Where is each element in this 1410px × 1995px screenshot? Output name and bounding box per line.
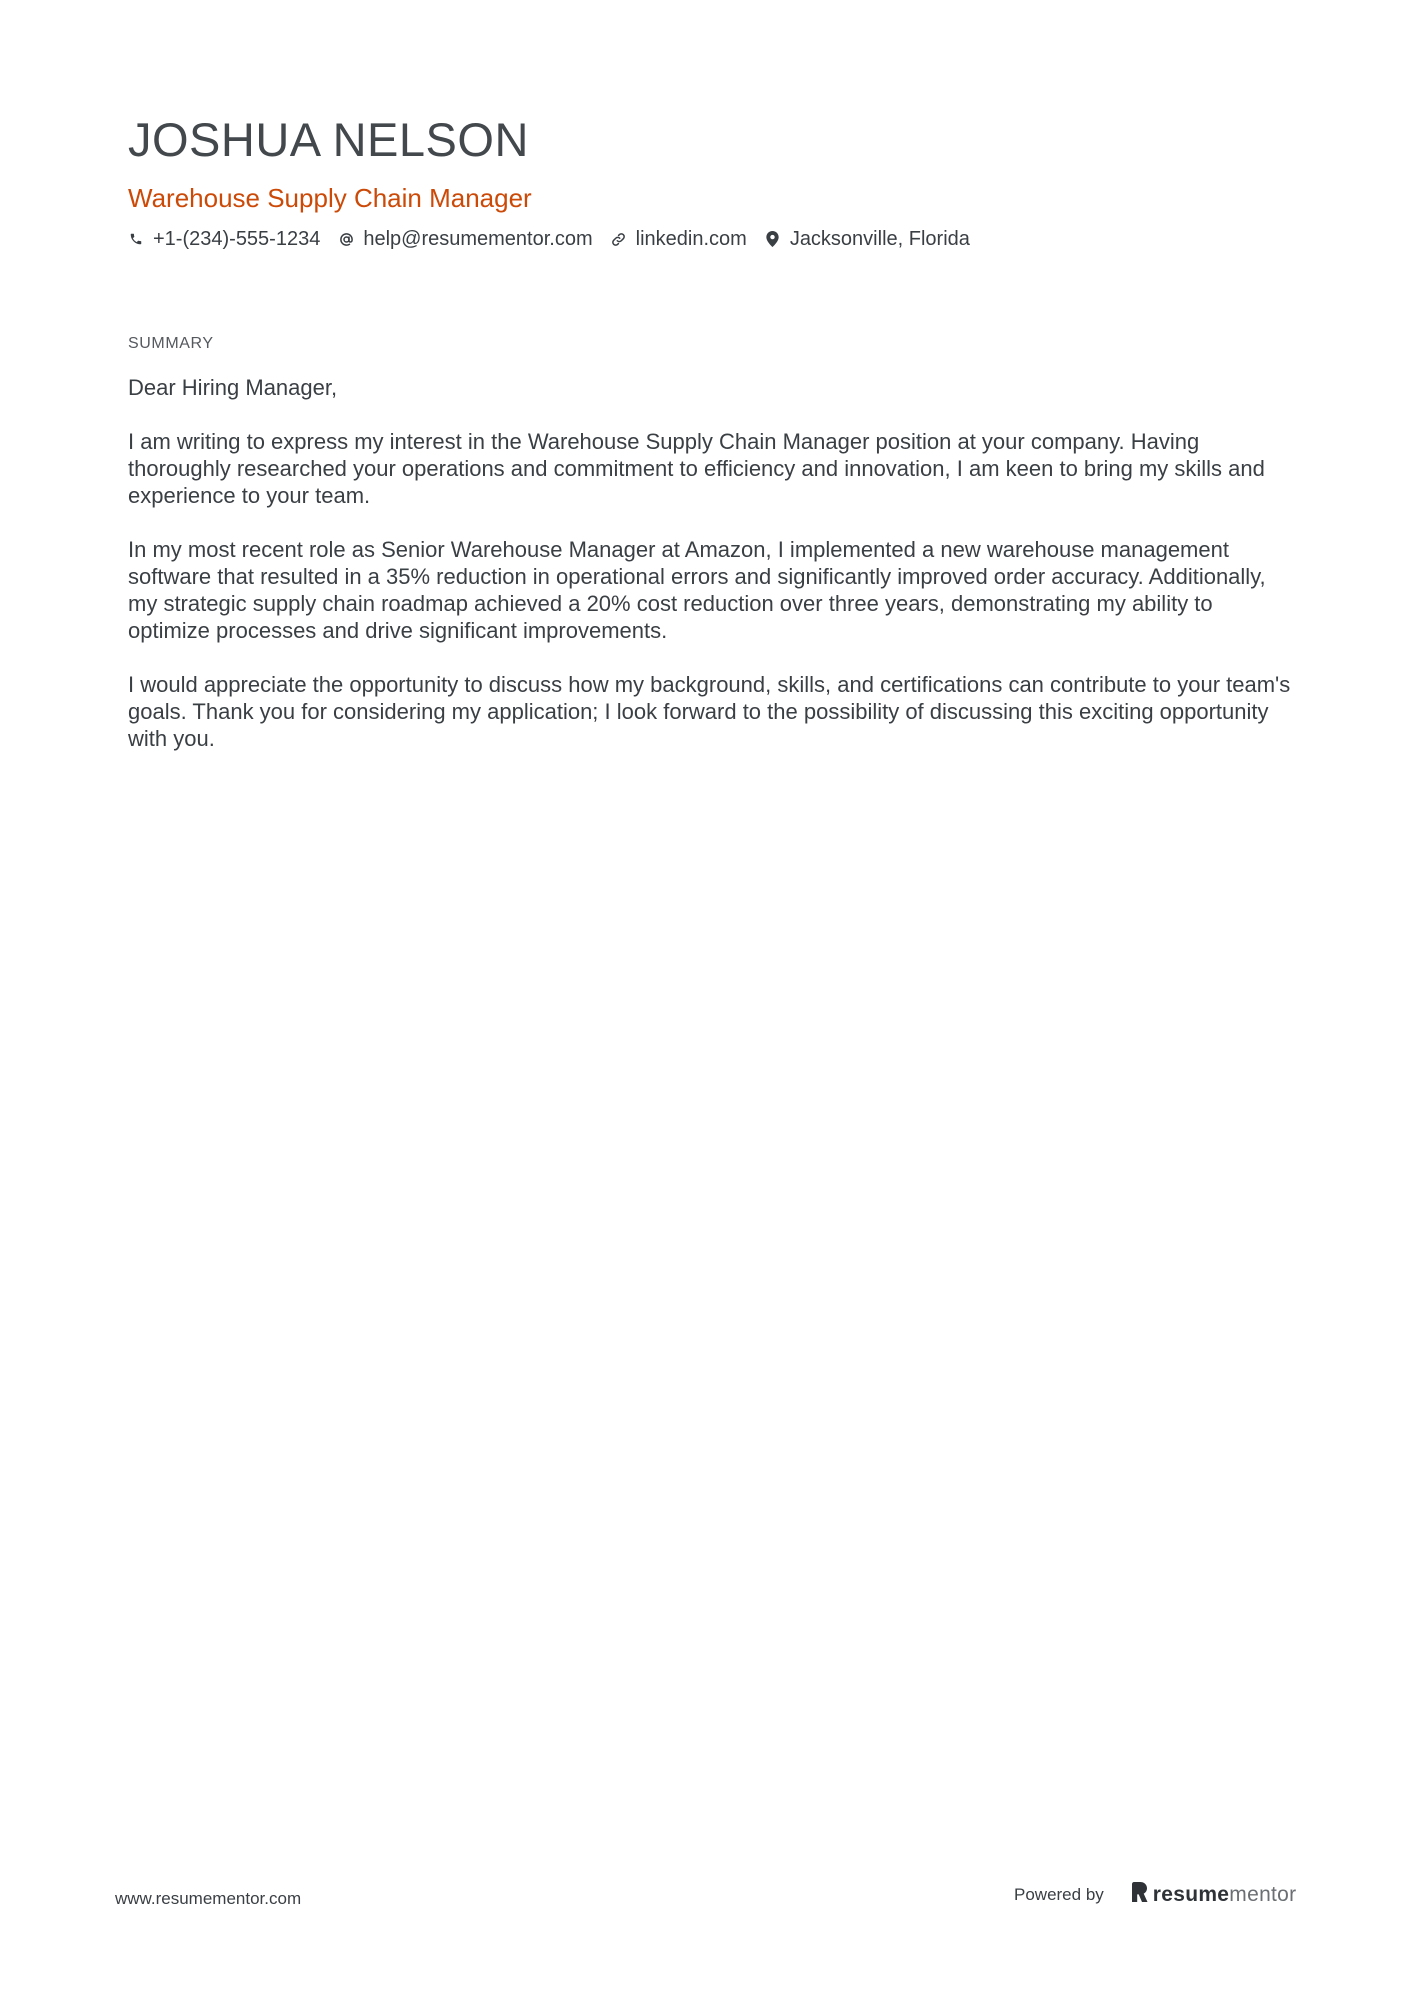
contact-location-text: Jacksonville, Florida xyxy=(789,228,970,250)
section-label-summary: SUMMARY xyxy=(128,335,214,352)
contact-phone-text: +1-(234)-555-1234 xyxy=(153,228,321,250)
job-title: Warehouse Supply Chain Manager xyxy=(128,183,532,213)
brand-name-part2: mentor xyxy=(1229,1883,1297,1906)
map-pin-icon xyxy=(765,231,781,247)
cover-letter-body xyxy=(128,374,1298,752)
letter-greeting: Dear Hiring Manager, xyxy=(128,375,338,400)
phone-icon xyxy=(128,231,144,247)
contact-email xyxy=(338,226,592,252)
footer-website[interactable]: www.resumementor.com xyxy=(115,1889,302,1908)
link-icon xyxy=(611,231,627,247)
powered-by-label: Powered by xyxy=(1014,1885,1104,1904)
footer-powered-by xyxy=(1014,1882,1296,1908)
contact-website-text: linkedin.com xyxy=(635,228,747,250)
candidate-name: JOSHUA NELSON xyxy=(128,113,529,166)
contact-bar xyxy=(128,226,1298,252)
contact-phone xyxy=(128,226,320,252)
contact-location xyxy=(765,226,970,252)
letter-paragraph: In my most recent role as Senior Warehouse Manager at Amazon, I implemented a new warehouse management software that resulted in a 35% reduction in operational errors and significantly improved order accuracy. Additionally, my strategic supply chain roadmap achieved a 20% cost reduction over three years, demonstrating my ability to optimize processes and drive significant improvements. xyxy=(128,537,1266,643)
at-icon xyxy=(338,231,354,247)
letter-paragraph: I would appreciate the opportunity to discuss how my background, skills, and certifications can contribute to your team's goals. Thank you for considering my application; I look forward to the possibility of discussing this exciting opportunity with you. xyxy=(128,672,1291,751)
resume-page xyxy=(128,112,1298,779)
contact-website xyxy=(611,226,747,252)
resumementor-logo-icon xyxy=(1132,1882,1148,1908)
brand-name-part1: resume xyxy=(1152,1883,1230,1906)
letter-paragraph: I am writing to express my interest in the Warehouse Supply Chain Manager position at your company. Having thoroughly researched your operations and commitment to efficiency and innovation, I am keen to bring my skills and experience to your team. xyxy=(128,429,1265,508)
brand-logo[interactable] xyxy=(1132,1882,1297,1908)
contact-email-text: help@resumementor.com xyxy=(363,228,593,250)
